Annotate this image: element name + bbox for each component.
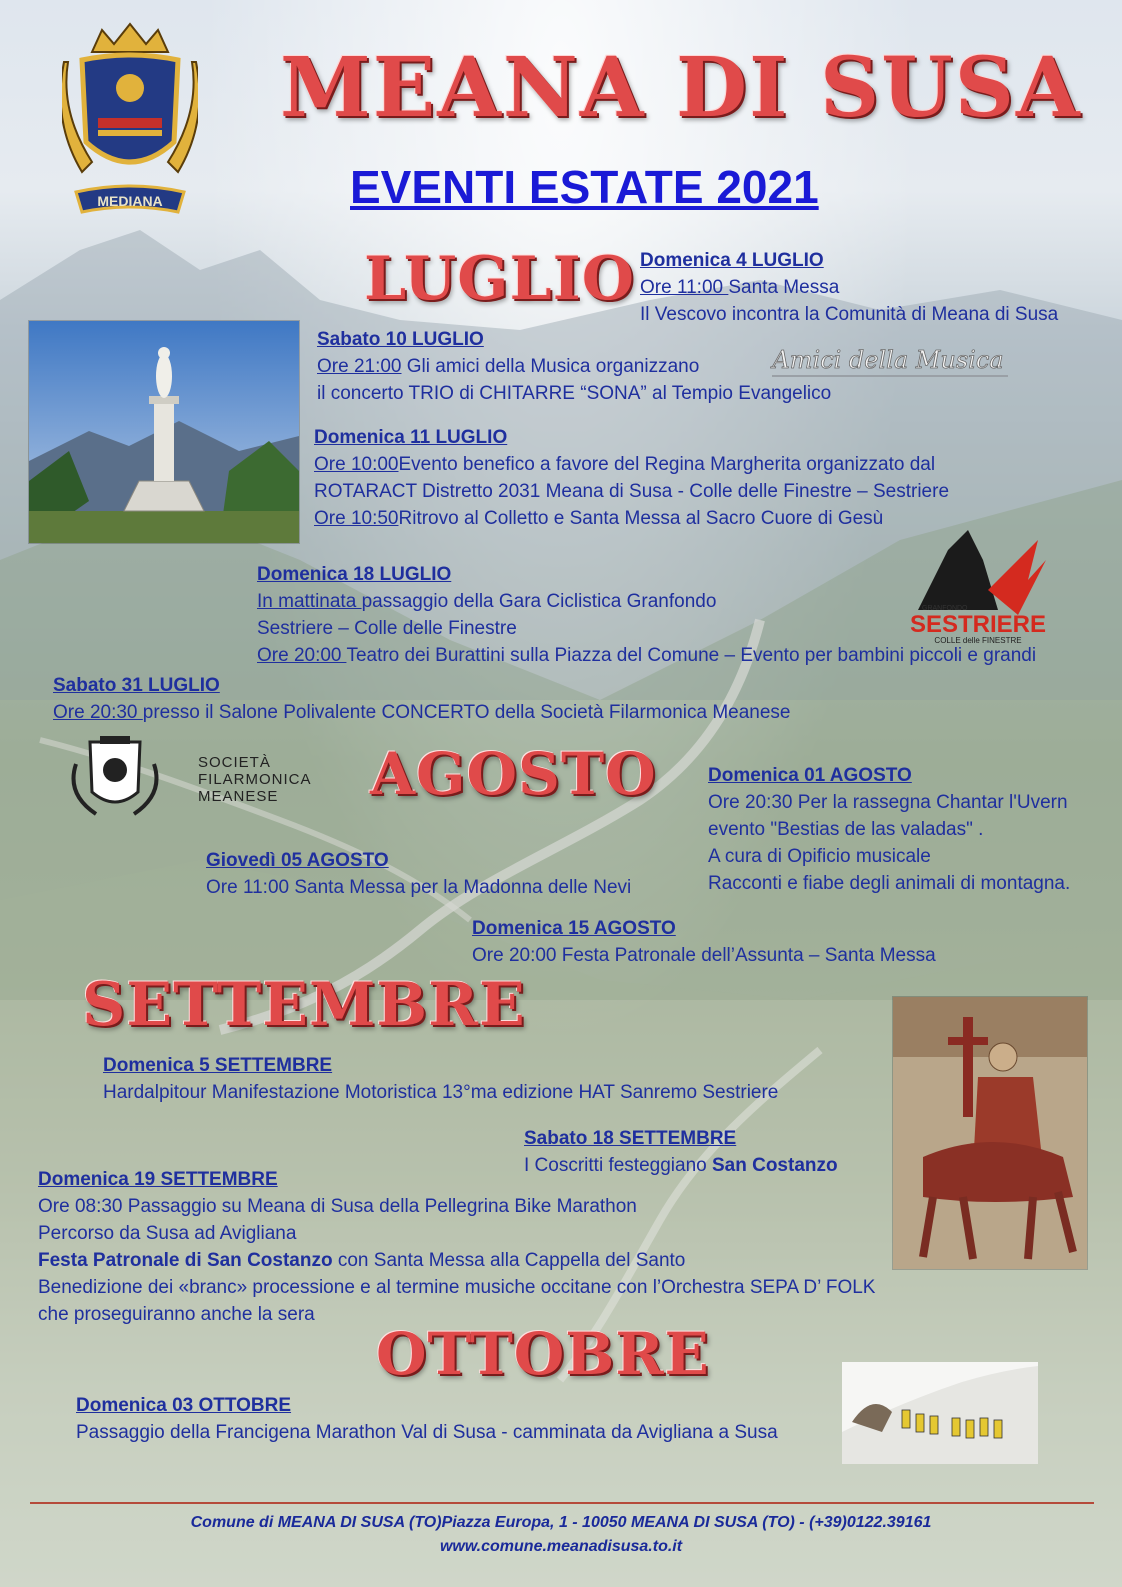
fresco-photo [892,996,1088,1270]
event-line: Ore 08:30 Passaggio su Meana di Susa della Pellegrina Bike Marathon [38,1196,637,1217]
event-header: Sabato 31 LUGLIO [53,675,220,696]
event-time: Ore 20:00 [257,645,347,666]
sestriere-top-text: GRANFONDO [922,605,968,612]
event-line: Percorso da Susa ad Avigliana [38,1223,297,1244]
event-header: Giovedì 05 AGOSTO [206,850,389,871]
event-line: Benedizione dei «branc» processione e al termine musiche occitane con l’Orchestra SEPA D’ FOLK [38,1277,876,1298]
event-desc: Gli amici della Musica organizzano [401,356,700,377]
event-header: Domenica 01 AGOSTO [708,765,912,786]
event-header: Domenica 5 SETTEMBRE [103,1055,333,1076]
footer-address: Comune di MEANA DI SUSA (TO)Piazza Europa, 1 - 10050 MEANA DI SUSA (TO) - (+39)0122.39161 [190,1514,932,1531]
event-header: Domenica 19 SETTEMBRE [38,1169,278,1190]
event-line: Ore 11:00 Santa Messa per la Madonna delle Nevi [206,877,632,898]
event-header: Domenica 4 LUGLIO [640,250,824,271]
event-jul31 [53,672,791,726]
event-line: Racconti e fiabe degli animali di montagna. [708,873,1071,894]
event-desc: Teatro dei Burattini sulla Piazza del Comune – Evento per bambini piccoli e grandi [346,645,1037,666]
event-line: evento "Bestias de las valadas" . [708,819,984,840]
month-ottobre: OTTOBRE [376,1320,710,1388]
sestriere-sub-text: COLLE delle FINESTRE [934,636,1022,645]
event-line: Ore 20:30 Per la rassegna Chantar l'Uvern [708,792,1068,813]
event-bold: San Costanzo [711,1155,838,1176]
month-luglio: LUGLIO [364,244,635,314]
event-sep5 [103,1052,778,1106]
filarmonica-emblem [66,734,164,820]
event-line: Ore 20:00 Festa Patronale dell’Assunta – Santa Messa [472,945,936,966]
event-line: I Coscritti festeggiano [524,1155,712,1176]
month-settembre: SETTEMBRE [82,970,526,1040]
footer-divider [30,1502,1094,1504]
filarmonica-line-1: SOCIETÀ [198,754,271,771]
event-sep19 [38,1166,875,1328]
event-time: Ore 10:50 [314,508,399,529]
event-time: Ore 21:00 [317,356,402,377]
footer-website-link[interactable]: www.comune.meanadisusa.to.it [439,1538,683,1555]
event-jul18 [257,561,1036,669]
event-bold: Festa Patronale di San Costanzo [38,1250,333,1271]
event-desc: Santa Messa [728,277,840,298]
event-desc: Evento benefico a favore del Regina Margherita organizzato dal [398,454,936,475]
event-line: Hardalpitour Manifestazione Motoristica 13°ma edizione HAT Sanremo Sestriere [103,1082,779,1103]
event-line: Il Vescovo incontra la Comunità di Meana di Susa [640,304,1059,325]
event-header: Domenica 15 AGOSTO [472,918,676,939]
event-header: Domenica 18 LUGLIO [257,564,452,585]
event-aug15 [472,915,936,969]
event-time: Ore 11:00 [640,277,729,298]
event-line: Passaggio della Francigena Marathon Val di Susa - camminata da Avigliana a Susa [76,1422,778,1443]
page-subtitle: EVENTI ESTATE 2021 [350,161,819,213]
walkers-drawing [842,1362,1038,1464]
filarmonica-logo-text [198,754,312,805]
event-line: A cura di Opificio musicale [708,846,931,867]
event-aug1 [708,762,1070,897]
page-title: MEANA DI SUSA [280,40,1082,136]
event-jul4 [640,247,1058,328]
event-header: Sabato 18 SETTEMBRE [524,1128,737,1149]
month-agosto: AGOSTO [370,740,657,808]
filarmonica-line-3: MEANESE [198,788,279,805]
event-line: il concerto TRIO di CHITARRE “SONA” al Tempio Evangelico [317,383,832,404]
crest-label: MEDIANA [97,193,163,209]
event-time: Ore 10:00 [314,454,399,475]
event-aug5 [206,847,631,901]
event-jul10 [317,326,831,407]
event-header: Sabato 10 LUGLIO [317,329,484,350]
crest-logo [62,22,198,218]
event-desc: Ritrovo al Colletto e Santa Messa al Sacro Cuore di Gesù [398,508,884,529]
event-line: che proseguiranno anche la sera [38,1304,315,1325]
event-header: Domenica 11 LUGLIO [314,427,508,448]
filarmonica-line-2: FILARMONICA [198,771,312,788]
amici-logo-text: Amici della Musica [772,346,1004,374]
event-time: In mattinata [257,591,362,612]
event-time: Ore 20:30 [53,702,143,723]
event-jul11 [314,424,949,532]
event-line: ROTARACT Distretto 2031 Meana di Susa - Colle delle Finestre – Sestriere [314,481,950,502]
statue-photo [28,320,300,544]
event-line: con Santa Messa alla Cappella del Santo [332,1250,686,1271]
event-oct3 [76,1392,778,1446]
event-desc: passaggio della Gara Ciclistica Granfondo [361,591,717,612]
event-line: Sestriere – Colle delle Finestre [257,618,517,639]
event-header: Domenica 03 OTTOBRE [76,1395,292,1416]
sestriere-text: SESTRIERE [909,611,1047,638]
event-desc: presso il Salone Polivalente CONCERTO della Società Filarmonica Meanese [142,702,791,723]
